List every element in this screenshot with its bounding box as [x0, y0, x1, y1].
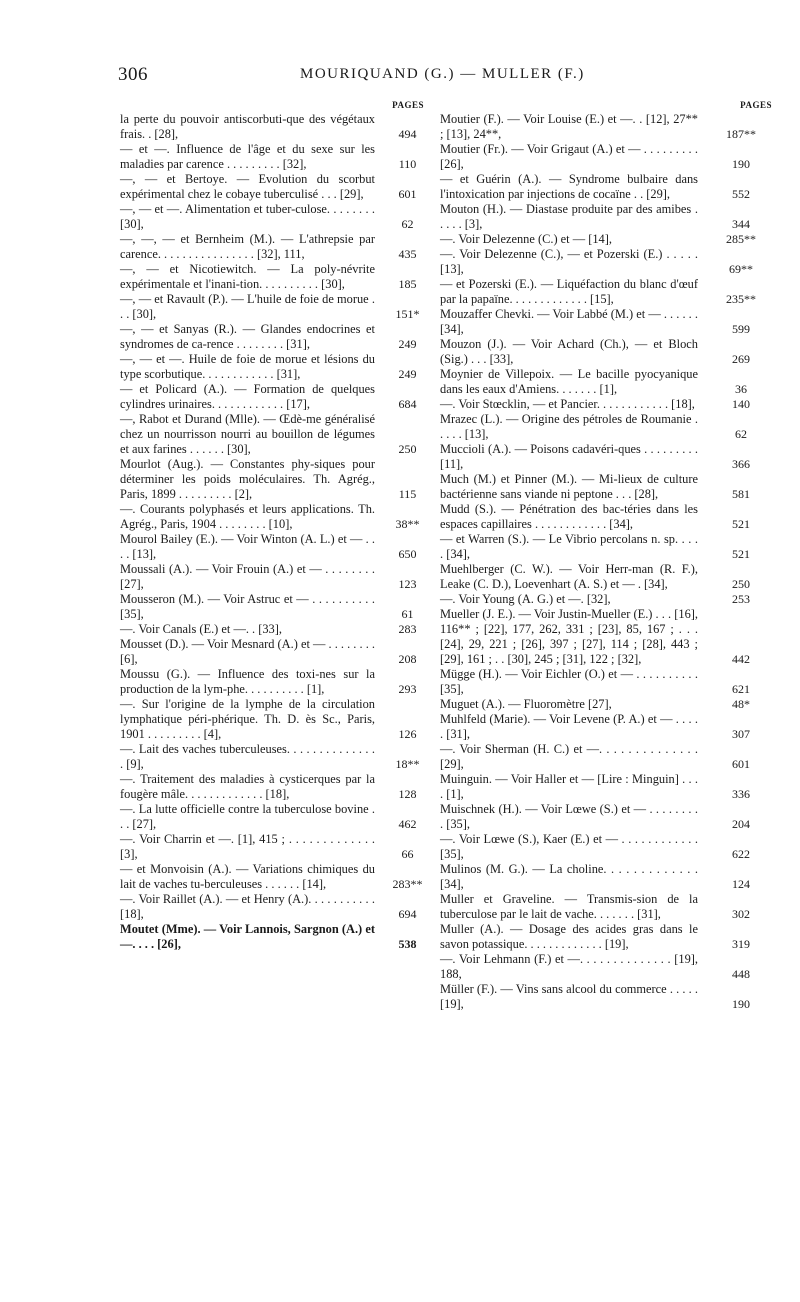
- index-entry: [440, 172, 776, 202]
- entry-page-number: 601: [732, 757, 750, 771]
- index-entry: [440, 247, 776, 277]
- entry-page-number: 601: [398, 187, 417, 201]
- entry-page-number: 38**: [395, 517, 420, 531]
- entry-page-number: 442: [732, 652, 750, 666]
- entry-text: —. Voir Stœcklin, — et Pancier. . . . . . . . . . . . [18],: [440, 397, 695, 411]
- page-number: 306: [118, 64, 148, 85]
- right-column: [440, 98, 776, 1012]
- entry-text: Moutet (Mme). — Voir Lannois, Sargnon (A.) et —. . . . [26],: [120, 922, 375, 951]
- entry-page-number: 140: [732, 397, 750, 411]
- entry-text: —, — et Bertoye. — Evolution du scorbut expérimental chez le cobaye tuberculisé . . . [29],: [120, 172, 375, 201]
- entry-page-number: 249: [398, 367, 417, 381]
- entry-text: —. Voir Lœwe (S.), Kaer (E.) et — . . . . . . . . . . . . [35],: [440, 832, 698, 861]
- index-entry: [120, 622, 456, 637]
- entry-text: Muguet (A.). — Fluoromètre [27],: [440, 697, 612, 711]
- entry-page-number: 344: [732, 217, 750, 231]
- entry-text: — et Monvoisin (A.). — Variations chimiques du lait de vaches tu-berculeuses . . . . . . [14],: [120, 862, 375, 891]
- entry-page-number: 124: [732, 877, 750, 891]
- entry-page-number: 253: [732, 592, 750, 606]
- index-entry: [120, 322, 456, 352]
- entry-text: Much (M.) et Pinner (M.). — Mi-lieux de culture bactérienne sans viande ni peptone . . . [28],: [440, 472, 698, 501]
- entry-text: Muller et Graveline. — Transmis-sion de la tuberculose par le lait de vache. . . . . . . [31],: [440, 892, 698, 921]
- entry-page-number: 599: [732, 322, 750, 336]
- entry-text: Mouzaffer Chevki. — Voir Labbé (M.) et — . . . . . . [34],: [440, 307, 698, 336]
- index-entry: [440, 562, 776, 592]
- entry-text: Moutier (F.). — Voir Louise (E.) et —. . [12], 27** ; [13], 24**,: [440, 112, 698, 141]
- entry-page-number: 115: [398, 487, 417, 501]
- index-entry: [120, 262, 456, 292]
- entry-page-number: 126: [398, 727, 417, 741]
- index-entry: [120, 457, 456, 502]
- entry-page-number: 66: [401, 847, 414, 861]
- index-entry: [440, 802, 776, 832]
- index-entry: [120, 772, 456, 802]
- index-entry: [440, 412, 776, 442]
- index-entry: [440, 112, 776, 142]
- index-entry: [120, 592, 456, 622]
- entry-text: Mueller (J. E.). — Voir Justin-Mueller (E.) . . . [16], 116** ; [22], 177, 262, 331 ; [23], 85, 167 ; . . . [24], 29, 221 ; [26], 397 ; [27], 114 ; [28], 443 ; [29], 161 ; . . [30], 245 ; [31], 122 ; [32],: [440, 607, 698, 666]
- running-head: MOURIQUAND (G.) — MULLER (F.): [300, 66, 585, 82]
- entry-text: Moutier (Fr.). — Voir Grigaut (A.) et — . . . . . . . . . [26],: [440, 142, 698, 171]
- entry-text: Moussu (G.). — Influence des toxi-nes sur la production de la lym-phe. . . . . . . . . . [1],: [120, 667, 375, 696]
- index-entry: [120, 172, 456, 202]
- index-entry: [120, 502, 456, 532]
- index-entry: [440, 832, 776, 862]
- index-entry: [120, 802, 456, 832]
- entry-text: Moynier de Villepoix. — Le bacille pyocyanique dans les eaux d'Amiens. . . . . . . [1],: [440, 367, 698, 396]
- index-entry: [120, 637, 456, 667]
- entry-text: Mudd (S.). — Pénétration des bac-téries dans les espaces capillaires . . . . . . . . . . . . [34],: [440, 502, 698, 531]
- entry-text: Mrazec (L.). — Origine des pétroles de Roumanie . . . . . [13],: [440, 412, 698, 441]
- index-entry: [120, 832, 456, 862]
- entry-page-number: 621: [732, 682, 750, 696]
- entry-page-number: 448: [732, 967, 750, 981]
- entry-page-number: 249: [398, 337, 417, 351]
- entry-page-number: 283: [398, 622, 417, 636]
- entry-page-number: 462: [398, 817, 417, 831]
- entry-page-number: 622: [732, 847, 750, 861]
- index-entry: [440, 337, 776, 367]
- entry-page-number: 48*: [732, 697, 750, 711]
- entry-page-number: 521: [732, 517, 750, 531]
- entry-page-number: 250: [732, 577, 750, 591]
- index-entry: [440, 712, 776, 742]
- entry-page-number: 36: [735, 382, 747, 396]
- entry-page-number: 538: [398, 937, 417, 951]
- index-entry: [120, 232, 456, 262]
- entry-text: Mousset (D.). — Voir Mesnard (A.) et — . . . . . . . . [6],: [120, 637, 375, 666]
- entry-text: — et Warren (S.). — Le Vibrio percolans n. sp. . . . . [34],: [440, 532, 698, 561]
- entry-page-number: 235**: [726, 292, 756, 306]
- index-entry: [440, 592, 776, 607]
- entry-text: Mourol Bailey (E.). — Voir Winton (A. L.) et — . . . . [13],: [120, 532, 375, 561]
- index-entry: [440, 892, 776, 922]
- entry-page-number: 69**: [729, 262, 753, 276]
- entry-text: —. Voir Canals (E.) et —. . [33],: [120, 622, 282, 636]
- entry-page-number: 62: [735, 427, 747, 441]
- index-entry: [120, 292, 456, 322]
- entry-page-number: 336: [732, 787, 750, 801]
- entry-page-number: 366: [732, 457, 750, 471]
- entry-page-number: 285**: [726, 232, 756, 246]
- index-entry: [440, 442, 776, 472]
- index-entry: [440, 142, 776, 172]
- entry-text: —. La lutte officielle contre la tuberculose bovine . . . [27],: [120, 802, 375, 831]
- index-entry: [440, 397, 776, 412]
- entry-page-number: 128: [398, 787, 417, 801]
- index-entry: [440, 277, 776, 307]
- entry-text: Muischnek (H.). — Voir Lœwe (S.) et — . . . . . . . . . [35],: [440, 802, 698, 831]
- entry-text: — et Guérin (A.). — Syndrome bulbaire dans l'intoxication par injections de cocaïne . . [29],: [440, 172, 698, 201]
- entry-page-number: 123: [398, 577, 417, 591]
- entry-text: —. Traitement des maladies à cysticerques par la fougère mâle. . . . . . . . . . . . . [18],: [120, 772, 375, 801]
- entry-text: —, — et —. Alimentation et tuber-culose. . . . . . . . [30],: [120, 202, 375, 231]
- index-entry: [120, 352, 456, 382]
- entry-page-number: 435: [398, 247, 417, 261]
- entry-text: — et Pozerski (E.). — Liquéfaction du blanc d'œuf par la papaïne. . . . . . . . . . . . . [15],: [440, 277, 698, 306]
- entry-text: —. Courants polyphasés et leurs applications. Th. Agrég., Paris, 1904 . . . . . . . . [10],: [120, 502, 375, 531]
- entry-text: —. Voir Sherman (H. C.) et —. . . . . . . . . . . . . . [29],: [440, 742, 698, 771]
- pages-column-header: PAGES: [392, 100, 424, 110]
- entry-page-number: 190: [732, 997, 750, 1011]
- entry-text: —, Rabot et Durand (Mlle). — Œdè-me généralisé chez un nourrisson nourri au bouillon de légumes et aux farines . . . . . . [30],: [120, 412, 375, 456]
- entry-page-number: 283**: [392, 877, 423, 891]
- index-entry: [440, 472, 776, 502]
- index-entry: [120, 697, 456, 742]
- entry-text: —. Voir Raillet (A.). — et Henry (A.). . . . . . . . . . . [18],: [120, 892, 375, 921]
- entry-text: —. Voir Young (A. G.) et —. [32],: [440, 592, 611, 606]
- entry-page-number: 581: [732, 487, 750, 501]
- index-entry: [120, 532, 456, 562]
- entry-page-number: 494: [398, 127, 417, 141]
- index-entry: [120, 667, 456, 697]
- entry-page-number: 187**: [726, 127, 756, 141]
- index-entry: [440, 532, 776, 562]
- entry-page-number: 18**: [395, 757, 420, 771]
- entry-page-number: 204: [732, 817, 750, 831]
- entry-page-number: 293: [398, 682, 417, 696]
- entry-page-number: 208: [398, 652, 417, 666]
- index-entry: [440, 667, 776, 697]
- index-entry: [440, 607, 776, 667]
- pages-column-header: PAGES: [740, 100, 772, 110]
- index-entry: [440, 772, 776, 802]
- entry-page-number: 61: [401, 607, 414, 621]
- entry-text: Mousseron (M.). — Voir Astruc et — . . . . . . . . . . [35],: [120, 592, 375, 621]
- entry-text: Mügge (H.). — Voir Eichler (O.) et — . . . . . . . . . . [35],: [440, 667, 698, 696]
- entry-page-number: 250: [398, 442, 417, 456]
- index-entry: [120, 922, 456, 952]
- entry-text: la perte du pouvoir antiscorbuti-que des végétaux frais. . [28],: [120, 112, 375, 141]
- entry-text: — et —. Influence de l'âge et du sexe sur les maladies par carence . . . . . . . . . [32],: [120, 142, 375, 171]
- entry-page-number: 302: [732, 907, 750, 921]
- index-entry: [440, 862, 776, 892]
- entry-text: —, — et Ravault (P.). — L'huile de foie de morue . . . [30],: [120, 292, 375, 321]
- index-entry: [440, 697, 776, 712]
- entry-text: —, — et Sanyas (R.). — Glandes endocrines et syndromes de ca-rence . . . . . . . . [31],: [120, 322, 375, 351]
- index-entry: [440, 742, 776, 772]
- entry-page-number: 684: [398, 397, 417, 411]
- entry-page-number: 552: [732, 187, 750, 201]
- index-entry: [440, 307, 776, 337]
- entry-text: Mourlot (Aug.). — Constantes phy-siques pour déterminer les poids moléculaires. Th. Agrég., Paris, 1899 . . . . . . . . . [2],: [120, 457, 375, 501]
- entry-text: Moussali (A.). — Voir Frouin (A.) et — . . . . . . . . [27],: [120, 562, 375, 591]
- index-entry: [120, 142, 456, 172]
- left-column: [120, 98, 456, 952]
- entry-text: — et Policard (A.). — Formation de quelques cylindres urinaires. . . . . . . . . . . . [17],: [120, 382, 375, 411]
- entry-text: —, —, — et Bernheim (M.). — L'athrepsie par carence. . . . . . . . . . . . . . . . [32], 111,: [120, 232, 375, 261]
- entry-page-number: 110: [398, 157, 417, 171]
- entry-text: —, — et —. Huile de foie de morue et lésions du type scorbutique. . . . . . . . . . . . [31],: [120, 352, 375, 381]
- entry-page-number: 319: [732, 937, 750, 951]
- entry-page-number: 521: [732, 547, 750, 561]
- entry-page-number: 694: [398, 907, 417, 921]
- entry-text: —. Voir Lehmann (F.) et —. . . . . . . . . . . . . . [19], 188,: [440, 952, 698, 981]
- entry-text: —, — et Nicotiewitch. — La poly-névrite expérimentale et l'inani-tion. . . . . . . . . . [30],: [120, 262, 375, 291]
- entry-text: —. Voir Delezenne (C.) et — [14],: [440, 232, 612, 246]
- entry-page-number: 307: [732, 727, 750, 741]
- entry-page-number: 185: [398, 277, 417, 291]
- index-entry: [120, 862, 456, 892]
- entry-page-number: 151*: [395, 307, 420, 321]
- index-entry: [440, 367, 776, 397]
- entry-page-number: 62: [401, 217, 414, 231]
- entry-text: Mouzon (J.). — Voir Achard (Ch.), — et Bloch (Sig.) . . . [33],: [440, 337, 698, 366]
- index-entries: [120, 112, 456, 952]
- index-entry: [440, 202, 776, 232]
- entry-text: Müller (F.). — Vins sans alcool du commerce . . . . . [19],: [440, 982, 698, 1011]
- entry-text: Muehlberger (C. W.). — Voir Herr-man (R. F.), Leake (C. D.), Loevenhart (A. S.) et — . [34],: [440, 562, 698, 591]
- index-entry: [440, 922, 776, 952]
- entry-page-number: 650: [398, 547, 417, 561]
- index-entry: [440, 952, 776, 982]
- index-entry: [120, 382, 456, 412]
- index-entry: [120, 112, 456, 142]
- index-entries: [440, 112, 776, 1012]
- index-entry: [120, 562, 456, 592]
- entry-text: Mulinos (M. G.). — La choline. . . . . . . . . . . . . [34],: [440, 862, 698, 891]
- entry-text: —. Voir Delezenne (C.), — et Pozerski (E.) . . . . . [13],: [440, 247, 698, 276]
- index-entry: [120, 202, 456, 232]
- entry-text: Mouton (H.). — Diastase produite par des amibes . . . . . [3],: [440, 202, 698, 231]
- entry-text: —. Sur l'origine de la lymphe de la circulation lymphatique péri-phérique. Th. D. ès Sc., Paris, 1901 . . . . . . . . . [4],: [120, 697, 375, 741]
- entry-page-number: 269: [732, 352, 750, 366]
- entry-text: —. Voir Charrin et —. [1], 415 ; . . . . . . . . . . . . . [3],: [120, 832, 375, 861]
- index-entry: [440, 232, 776, 247]
- index-entry: [440, 982, 776, 1012]
- index-entry: [120, 412, 456, 457]
- index-entry: [120, 892, 456, 922]
- entry-text: Muccioli (A.). — Poisons cadavéri-ques . . . . . . . . . [11],: [440, 442, 698, 471]
- entry-text: Muller (A.). — Dosage des acides gras dans le savon potassique. . . . . . . . . . . . . [19],: [440, 922, 698, 951]
- entry-text: —. Lait des vaches tuberculeuses. . . . . . . . . . . . . . . [9],: [120, 742, 375, 771]
- entry-text: Muinguin. — Voir Haller et — [Lire : Minguin] . . . . [1],: [440, 772, 698, 801]
- entry-text: Muhlfeld (Marie). — Voir Levene (P. A.) et — . . . . . [31],: [440, 712, 698, 741]
- entry-page-number: 190: [732, 157, 750, 171]
- index-entry: [120, 742, 456, 772]
- index-entry: [440, 502, 776, 532]
